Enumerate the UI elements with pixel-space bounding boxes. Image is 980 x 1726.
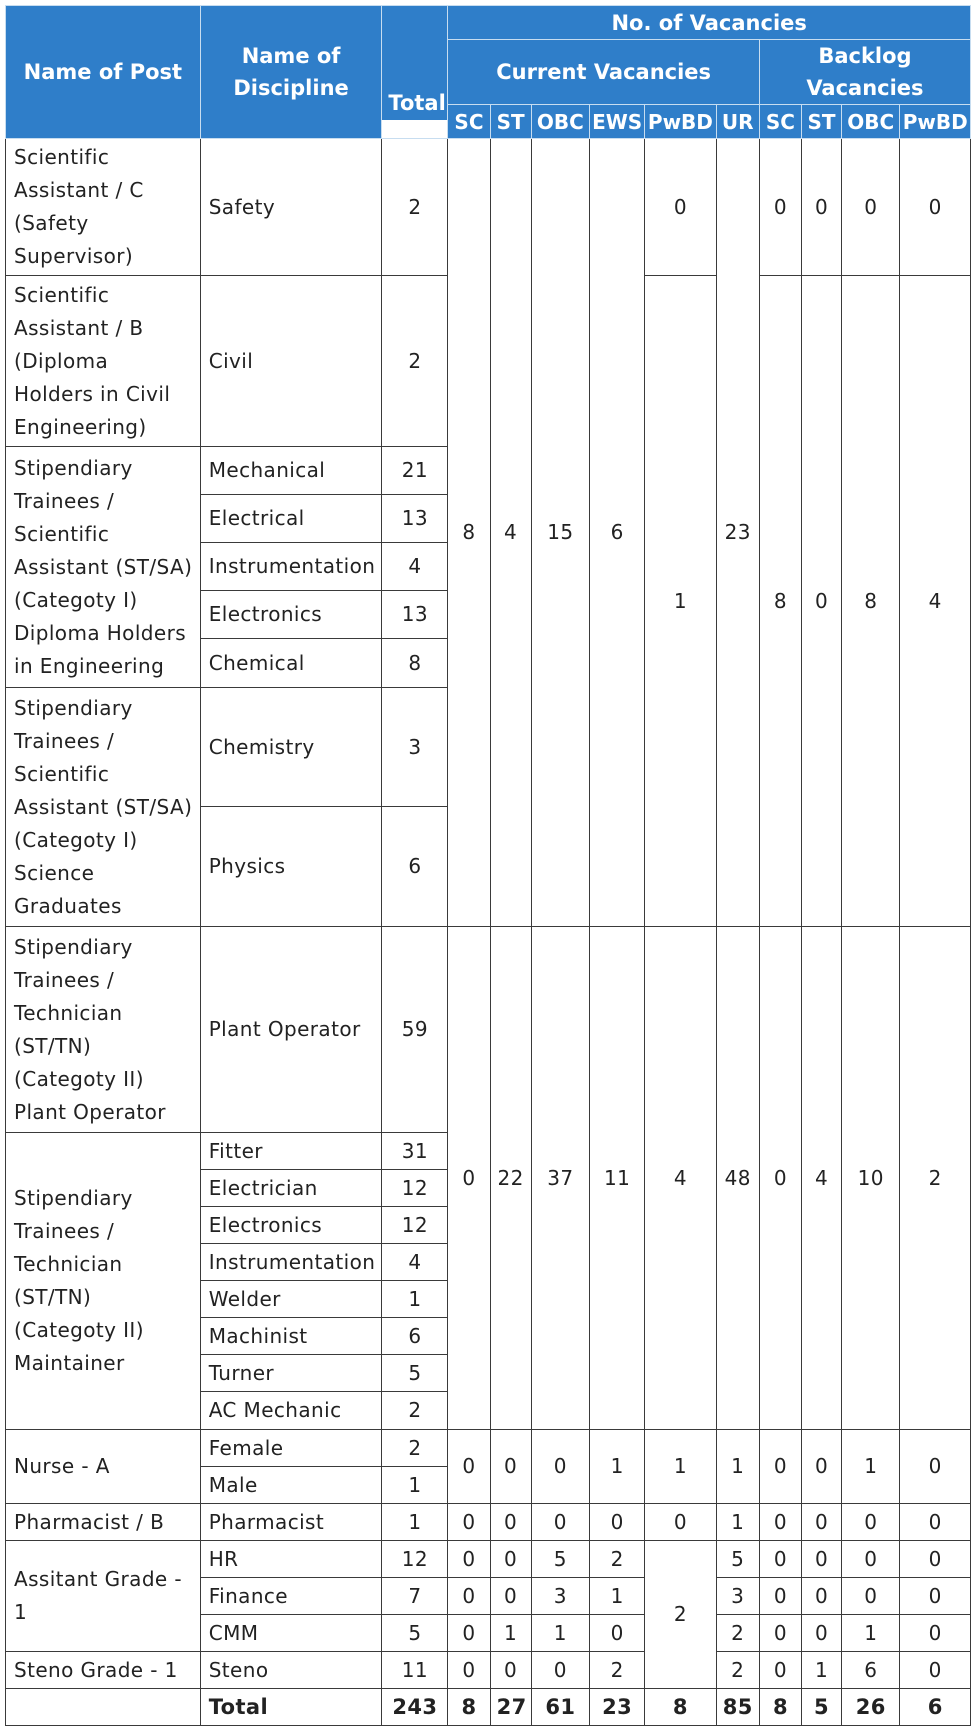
post-st-tn-maint: Stipendiary Trainees / Technician (ST/TN) (Categoty II) Maintainer: [6, 1133, 201, 1430]
total-sc: 8: [448, 1689, 490, 1726]
header-total: Total: [382, 87, 448, 121]
discipline-total: 7: [382, 1578, 448, 1615]
cmm-obc: 1: [531, 1615, 589, 1652]
discipline-name: Electrician: [200, 1170, 382, 1207]
discipline-total: 6: [382, 807, 448, 927]
steno-sc: 0: [448, 1652, 490, 1689]
header-backlog-vacancies: Backlog Vacancies: [759, 40, 970, 105]
group-a-ur: 23: [716, 139, 759, 927]
header-current-pwbd: PwBD: [645, 105, 716, 139]
header-current-vacancies: Current Vacancies: [448, 40, 759, 105]
header-current-st: ST: [490, 105, 531, 139]
finance-st: 0: [490, 1578, 531, 1615]
post-pharmacist: Pharmacist / B: [6, 1504, 201, 1541]
discipline-total: 59: [382, 927, 448, 1133]
discipline-total: 13: [382, 495, 448, 543]
discipline-total: 12: [382, 1541, 448, 1578]
group-a-obc: 15: [531, 139, 589, 927]
discipline-name: Safety: [200, 139, 382, 276]
hr-backlog-obc: 0: [842, 1541, 900, 1578]
total-backlog-pwbd: 6: [900, 1689, 971, 1726]
discipline-name: CMM: [200, 1615, 382, 1652]
hr-backlog-pwbd: 0: [900, 1541, 971, 1578]
total-row: [6, 1689, 971, 1726]
cmm-backlog-st: 0: [802, 1615, 842, 1652]
finance-ews: 1: [590, 1578, 645, 1615]
pharmacist-backlog-st: 0: [802, 1504, 842, 1541]
hr-ews: 2: [590, 1541, 645, 1578]
post-sa-c: Scientific Assistant / C (Safety Supervisor): [6, 139, 201, 276]
header-backlog-pwbd: PwBD: [900, 105, 971, 139]
discipline-total: 2: [382, 276, 448, 447]
group-a-backlog-sc: 8: [759, 276, 801, 927]
discipline-total: 6: [382, 1318, 448, 1355]
hr-backlog-sc: 0: [759, 1541, 801, 1578]
pharmacist-ews: 0: [590, 1504, 645, 1541]
group-b-ews: 11: [590, 927, 645, 1430]
pharmacist-st: 0: [490, 1504, 531, 1541]
nurse-ews: 1: [590, 1430, 645, 1504]
table-row: [6, 1430, 971, 1467]
header-backlog-sc: SC: [759, 105, 801, 139]
group-b-ur: 48: [716, 927, 759, 1430]
safety-backlog-sc: 0: [759, 139, 801, 276]
discipline-name: AC Mechanic: [200, 1392, 382, 1430]
total-label: Total: [200, 1689, 382, 1726]
table-row: [6, 1652, 971, 1689]
pharmacist-backlog-sc: 0: [759, 1504, 801, 1541]
discipline-total: 31: [382, 1133, 448, 1170]
safety-backlog-obc: 0: [842, 139, 900, 276]
admin-pwbd: 2: [645, 1541, 716, 1689]
group-b-sc: 0: [448, 927, 490, 1430]
discipline-name: Mechanical: [200, 447, 382, 495]
group-b-pwbd: 4: [645, 927, 716, 1430]
discipline-name: Electronics: [200, 591, 382, 639]
pharmacist-sc: 0: [448, 1504, 490, 1541]
post-assistant: Assitant Grade - 1: [6, 1541, 201, 1652]
cmm-backlog-pwbd: 0: [900, 1615, 971, 1652]
pharmacist-backlog-pwbd: 0: [900, 1504, 971, 1541]
discipline-total: 3: [382, 688, 448, 807]
table-row: [6, 1541, 971, 1578]
group-b-backlog-st: 4: [802, 927, 842, 1430]
discipline-name: Civil: [200, 276, 382, 447]
cmm-sc: 0: [448, 1615, 490, 1652]
cmm-ur: 2: [716, 1615, 759, 1652]
discipline-name: Machinist: [200, 1318, 382, 1355]
steno-backlog-sc: 0: [759, 1652, 801, 1689]
nurse-pwbd: 1: [645, 1430, 716, 1504]
header-current-ews: EWS: [590, 105, 645, 139]
steno-backlog-obc: 6: [842, 1652, 900, 1689]
discipline-total: 11: [382, 1652, 448, 1689]
discipline-name: Pharmacist: [200, 1504, 382, 1541]
total-ews: 23: [590, 1689, 645, 1726]
discipline-name: Physics: [200, 807, 382, 927]
pharmacist-ur: 1: [716, 1504, 759, 1541]
discipline-total: 12: [382, 1170, 448, 1207]
discipline-total: 2: [382, 1430, 448, 1467]
post-st-tn-plant: Stipendiary Trainees / Technician (ST/TN) (Categoty II) Plant Operator: [6, 927, 201, 1133]
group-b-backlog-pwbd: 2: [900, 927, 971, 1430]
discipline-name: Steno: [200, 1652, 382, 1689]
cmm-ews: 0: [590, 1615, 645, 1652]
discipline-name: Fitter: [200, 1133, 382, 1170]
post-steno: Steno Grade - 1: [6, 1652, 201, 1689]
discipline-total: 2: [382, 1392, 448, 1430]
group-b-backlog-sc: 0: [759, 927, 801, 1430]
discipline-name: Welder: [200, 1281, 382, 1318]
nurse-obc: 0: [531, 1430, 589, 1504]
header-backlog-obc: OBC: [842, 105, 900, 139]
hr-backlog-st: 0: [802, 1541, 842, 1578]
total-ur: 85: [716, 1689, 759, 1726]
steno-backlog-pwbd: 0: [900, 1652, 971, 1689]
safety-backlog-pwbd: 0: [900, 139, 971, 276]
post-sa-b: Scientific Assistant / B (Diploma Holders in Civil Engineering): [6, 276, 201, 447]
table-header: [6, 6, 971, 139]
hr-st: 0: [490, 1541, 531, 1578]
cmm-backlog-obc: 1: [842, 1615, 900, 1652]
group-a-st: 4: [490, 139, 531, 927]
finance-obc: 3: [531, 1578, 589, 1615]
total-total: 243: [382, 1689, 448, 1726]
finance-backlog-pwbd: 0: [900, 1578, 971, 1615]
group-a-backlog-obc: 8: [842, 276, 900, 927]
header-current-obc: OBC: [531, 105, 589, 139]
header-name-of-post: Name of Post: [6, 6, 201, 139]
post-st-sa-science: Stipendiary Trainees / Scientific Assistant (ST/SA) (Categoty I) Science Graduates: [6, 688, 201, 927]
pharmacist-pwbd: 0: [645, 1504, 716, 1541]
total-backlog-sc: 8: [759, 1689, 801, 1726]
steno-st: 0: [490, 1652, 531, 1689]
table-body: [6, 139, 971, 1726]
discipline-name: Chemical: [200, 639, 382, 688]
hr-obc: 5: [531, 1541, 589, 1578]
nurse-backlog-sc: 0: [759, 1430, 801, 1504]
hr-sc: 0: [448, 1541, 490, 1578]
discipline-name: Electronics: [200, 1207, 382, 1244]
discipline-name: Female: [200, 1430, 382, 1467]
post-st-sa-diploma: Stipendiary Trainees / Scientific Assistant (ST/SA) (Categoty I) Diploma Holders in Engineering: [6, 447, 201, 688]
steno-ews: 2: [590, 1652, 645, 1689]
discipline-total: 1: [382, 1281, 448, 1318]
header-current-sc: SC: [448, 105, 490, 139]
discipline-total: 1: [382, 1467, 448, 1504]
group-a-backlog-pwbd: 4: [900, 276, 971, 927]
finance-backlog-st: 0: [802, 1578, 842, 1615]
finance-backlog-sc: 0: [759, 1578, 801, 1615]
nurse-backlog-st: 0: [802, 1430, 842, 1504]
steno-backlog-st: 1: [802, 1652, 842, 1689]
total-backlog-obc: 26: [842, 1689, 900, 1726]
discipline-total: 5: [382, 1355, 448, 1392]
nurse-st: 0: [490, 1430, 531, 1504]
nurse-backlog-pwbd: 0: [900, 1430, 971, 1504]
discipline-name: Electrical: [200, 495, 382, 543]
finance-ur: 3: [716, 1578, 759, 1615]
pharmacist-backlog-obc: 0: [842, 1504, 900, 1541]
discipline-total: 2: [382, 139, 448, 276]
post-nurse: Nurse - A: [6, 1430, 201, 1504]
cmm-backlog-sc: 0: [759, 1615, 801, 1652]
steno-obc: 0: [531, 1652, 589, 1689]
header-current-ur: UR: [716, 105, 759, 139]
group-b-backlog-obc: 10: [842, 927, 900, 1430]
table-row: [6, 1504, 971, 1541]
discipline-name: Male: [200, 1467, 382, 1504]
finance-backlog-obc: 0: [842, 1578, 900, 1615]
discipline-total: 12: [382, 1207, 448, 1244]
discipline-total: 13: [382, 591, 448, 639]
discipline-name: HR: [200, 1541, 382, 1578]
table-row: [6, 139, 971, 276]
discipline-total: 4: [382, 543, 448, 591]
discipline-name: Turner: [200, 1355, 382, 1392]
pharmacist-obc: 0: [531, 1504, 589, 1541]
total-pwbd: 8: [645, 1689, 716, 1726]
discipline-total: 1: [382, 1504, 448, 1541]
group-a-backlog-st: 0: [802, 276, 842, 927]
finance-sc: 0: [448, 1578, 490, 1615]
nurse-backlog-obc: 1: [842, 1430, 900, 1504]
group-a-pwbd: 1: [645, 276, 716, 927]
group-b-st: 22: [490, 927, 531, 1430]
discipline-total: 4: [382, 1244, 448, 1281]
total-blank: [6, 1689, 201, 1726]
total-st: 27: [490, 1689, 531, 1726]
hr-ur: 5: [716, 1541, 759, 1578]
nurse-sc: 0: [448, 1430, 490, 1504]
table-row: [6, 927, 971, 1133]
discipline-total: 5: [382, 1615, 448, 1652]
discipline-total: 8: [382, 639, 448, 688]
header-name-of-discipline: Name of Discipline: [200, 6, 382, 139]
discipline-total: 21: [382, 447, 448, 495]
group-a-ews: 6: [590, 139, 645, 927]
safety-backlog-st: 0: [802, 139, 842, 276]
total-backlog-st: 5: [802, 1689, 842, 1726]
header-no-of-vacancies: No. of Vacancies: [448, 6, 971, 40]
steno-ur: 2: [716, 1652, 759, 1689]
nurse-ur: 1: [716, 1430, 759, 1504]
vacancy-table: [5, 5, 971, 1726]
total-obc: 61: [531, 1689, 589, 1726]
discipline-name: Plant Operator: [200, 927, 382, 1133]
discipline-name: Chemistry: [200, 688, 382, 807]
group-a-sc: 8: [448, 139, 490, 927]
group-b-obc: 37: [531, 927, 589, 1430]
header-backlog-st: ST: [802, 105, 842, 139]
discipline-name: Instrumentation: [200, 1244, 382, 1281]
discipline-name: Finance: [200, 1578, 382, 1615]
safety-pwbd: 0: [645, 139, 716, 276]
cmm-st: 1: [490, 1615, 531, 1652]
discipline-name: Instrumentation: [200, 543, 382, 591]
